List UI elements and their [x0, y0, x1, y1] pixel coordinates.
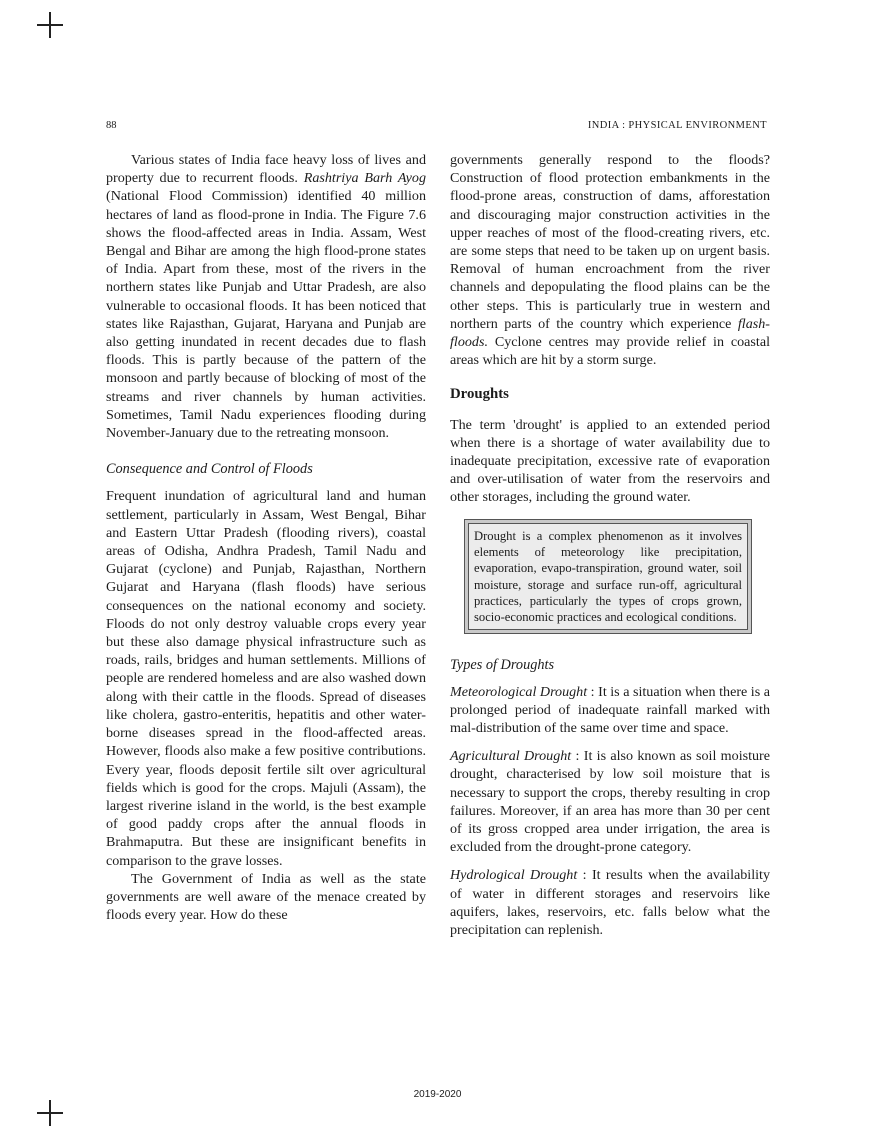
- subheading-consequence-control: Consequence and Control of Floods: [106, 461, 313, 478]
- term-rashtriya-barh-ayog: Rashtriya Barh Ayog: [303, 170, 426, 187]
- term-flash-floods: flash-floods.: [450, 315, 770, 351]
- heading-droughts: Droughts: [450, 386, 509, 403]
- paragraph-hydrological-drought: Hydrological Drought : It results when the availability of water in different storages and reservoirs like aquifers, lakes, reservoirs, etc. falls below what the precipitation can replenish.: [450, 867, 770, 939]
- running-head: INDIA : PHYSICAL ENVIRONMENT: [587, 120, 767, 131]
- paragraph-agricultural-drought: Agricultural Drought : It is also known as soil moisture drought, characterised by low soil moisture that is necessary to support the crops, thereby resulting in crop failures. Moreover, if an area has more than 30 per cent of its gross cropped area under irrigation, the area is excluded from the drought-prone category.: [450, 748, 771, 856]
- crop-mark-top-left: [37, 12, 63, 38]
- term-meteorological-drought: Meteorological Drought: [450, 683, 588, 700]
- info-box: [464, 519, 752, 635]
- paragraph-flood-prone-states: Various states of India face heavy loss of lives and property due to recurrent floods. Rashtriya Barh Ayog (National Flood Commission) identified 40 million hectares of land as flood-prone in India. The Figure 7.6 shows the flood-affected areas in India. Assam, West Bengal and Bihar are among the high flood-prone states of India. Apart from these, most of the rivers in the northern states like Punjab and Uttar Pradesh, are also vulnerable to occasional floods. It has been noticed that states like Rajasthan, Gujarat, Haryana and Punjab are also getting inundated in recent decades due to flash floods. This is partly because of the pattern of the monsoon and partly because of blocking of most of the streams and river channels by human activities. Sometimes, Tamil Nadu experiences flooding during November-January due to the retreating monsoon.: [106, 152, 426, 442]
- paragraph-government-response: The Government of India as well as the state governments are well aware of the menace created by floods every year. How do these: [106, 870, 426, 924]
- paragraph-drought-definition: The term 'drought' is applied to an extended period when there is a shortage of water availability due to inadequate precipitation, excessive rate of evaporation and over-utilisation of water from the reservoirs and other storages, including the ground water.: [450, 416, 770, 506]
- subheading-types-of-droughts: Types of Droughts: [450, 657, 555, 674]
- page-number: 88: [106, 120, 117, 131]
- info-box-text: Drought is a complex phenomenon as it involves elements of meteorology like precipitation, evaporation, evapo-transpiration, ground water, soil moisture, storage and surface run-off, agricultural practices, particularly the types of crops grown, socio-economic practices and ecological conditions.: [474, 528, 742, 625]
- paragraph-meteorological-drought: Meteorological Drought : It is a situation when there is a prolonged period of inadequate rainfall marked with mal-distribution of the same over time and space.: [450, 683, 770, 737]
- paragraph-flood-measures: governments generally respond to the floods? Construction of flood protection embankments in the flood-prone areas, construction of dams, afforestation and discouraging major construction activities in the upper reaches of most of the flood-creating rivers, etc. are some steps that need to be taken up on urgent basis. Removal of human encroachment from the river channels and depopulating the flood plains can be the other steps. This is particularly true in western and northern parts of the country which experience flash-floods. Cyclone centres may provide relief in coastal areas which are hit by a storm surge.: [450, 152, 770, 369]
- right-column: [450, 151, 770, 939]
- left-column: [106, 151, 426, 924]
- term-hydrological-drought: Hydrological Drought: [450, 867, 578, 884]
- paragraph-flood-consequences: Frequent inundation of agricultural land and human settlement, particularly in Assam, West Bengal, Bihar and Eastern Uttar Pradesh (flooding rivers), coastal areas of Odisha, Andhra Pradesh, Tamil Nadu and Gujarat (cyclone) and Punjab, Rajasthan, Northern Gujarat and Haryana (flash floods) have serious consequences on the national economy and society. Floods do not only destroy valuable crops every year but these also damage physical infrastructure such as roads, rails, bridges and human settlements. Millions of people are rendered homeless and are also washed down along with their cattle in the floods. Spread of diseases like cholera, gastro-enteritis, hepatitis and other water-borne diseases spread in the flood-affected areas. However, floods also make a few positive contributions. Every year, floods deposit fertile silt over agricultural fields which is good for the crops. Majuli (Assam), the largest riverine island in the world, is the best example of good paddy crops after the annual floods in Brahmaputra. But these are insignificant benefits in comparison to the grave losses.: [106, 488, 426, 869]
- term-agricultural-drought: Agricultural Drought: [450, 748, 572, 765]
- footer-year: 2019-2020: [413, 1089, 462, 1100]
- crop-mark-bottom-left: [37, 1100, 63, 1126]
